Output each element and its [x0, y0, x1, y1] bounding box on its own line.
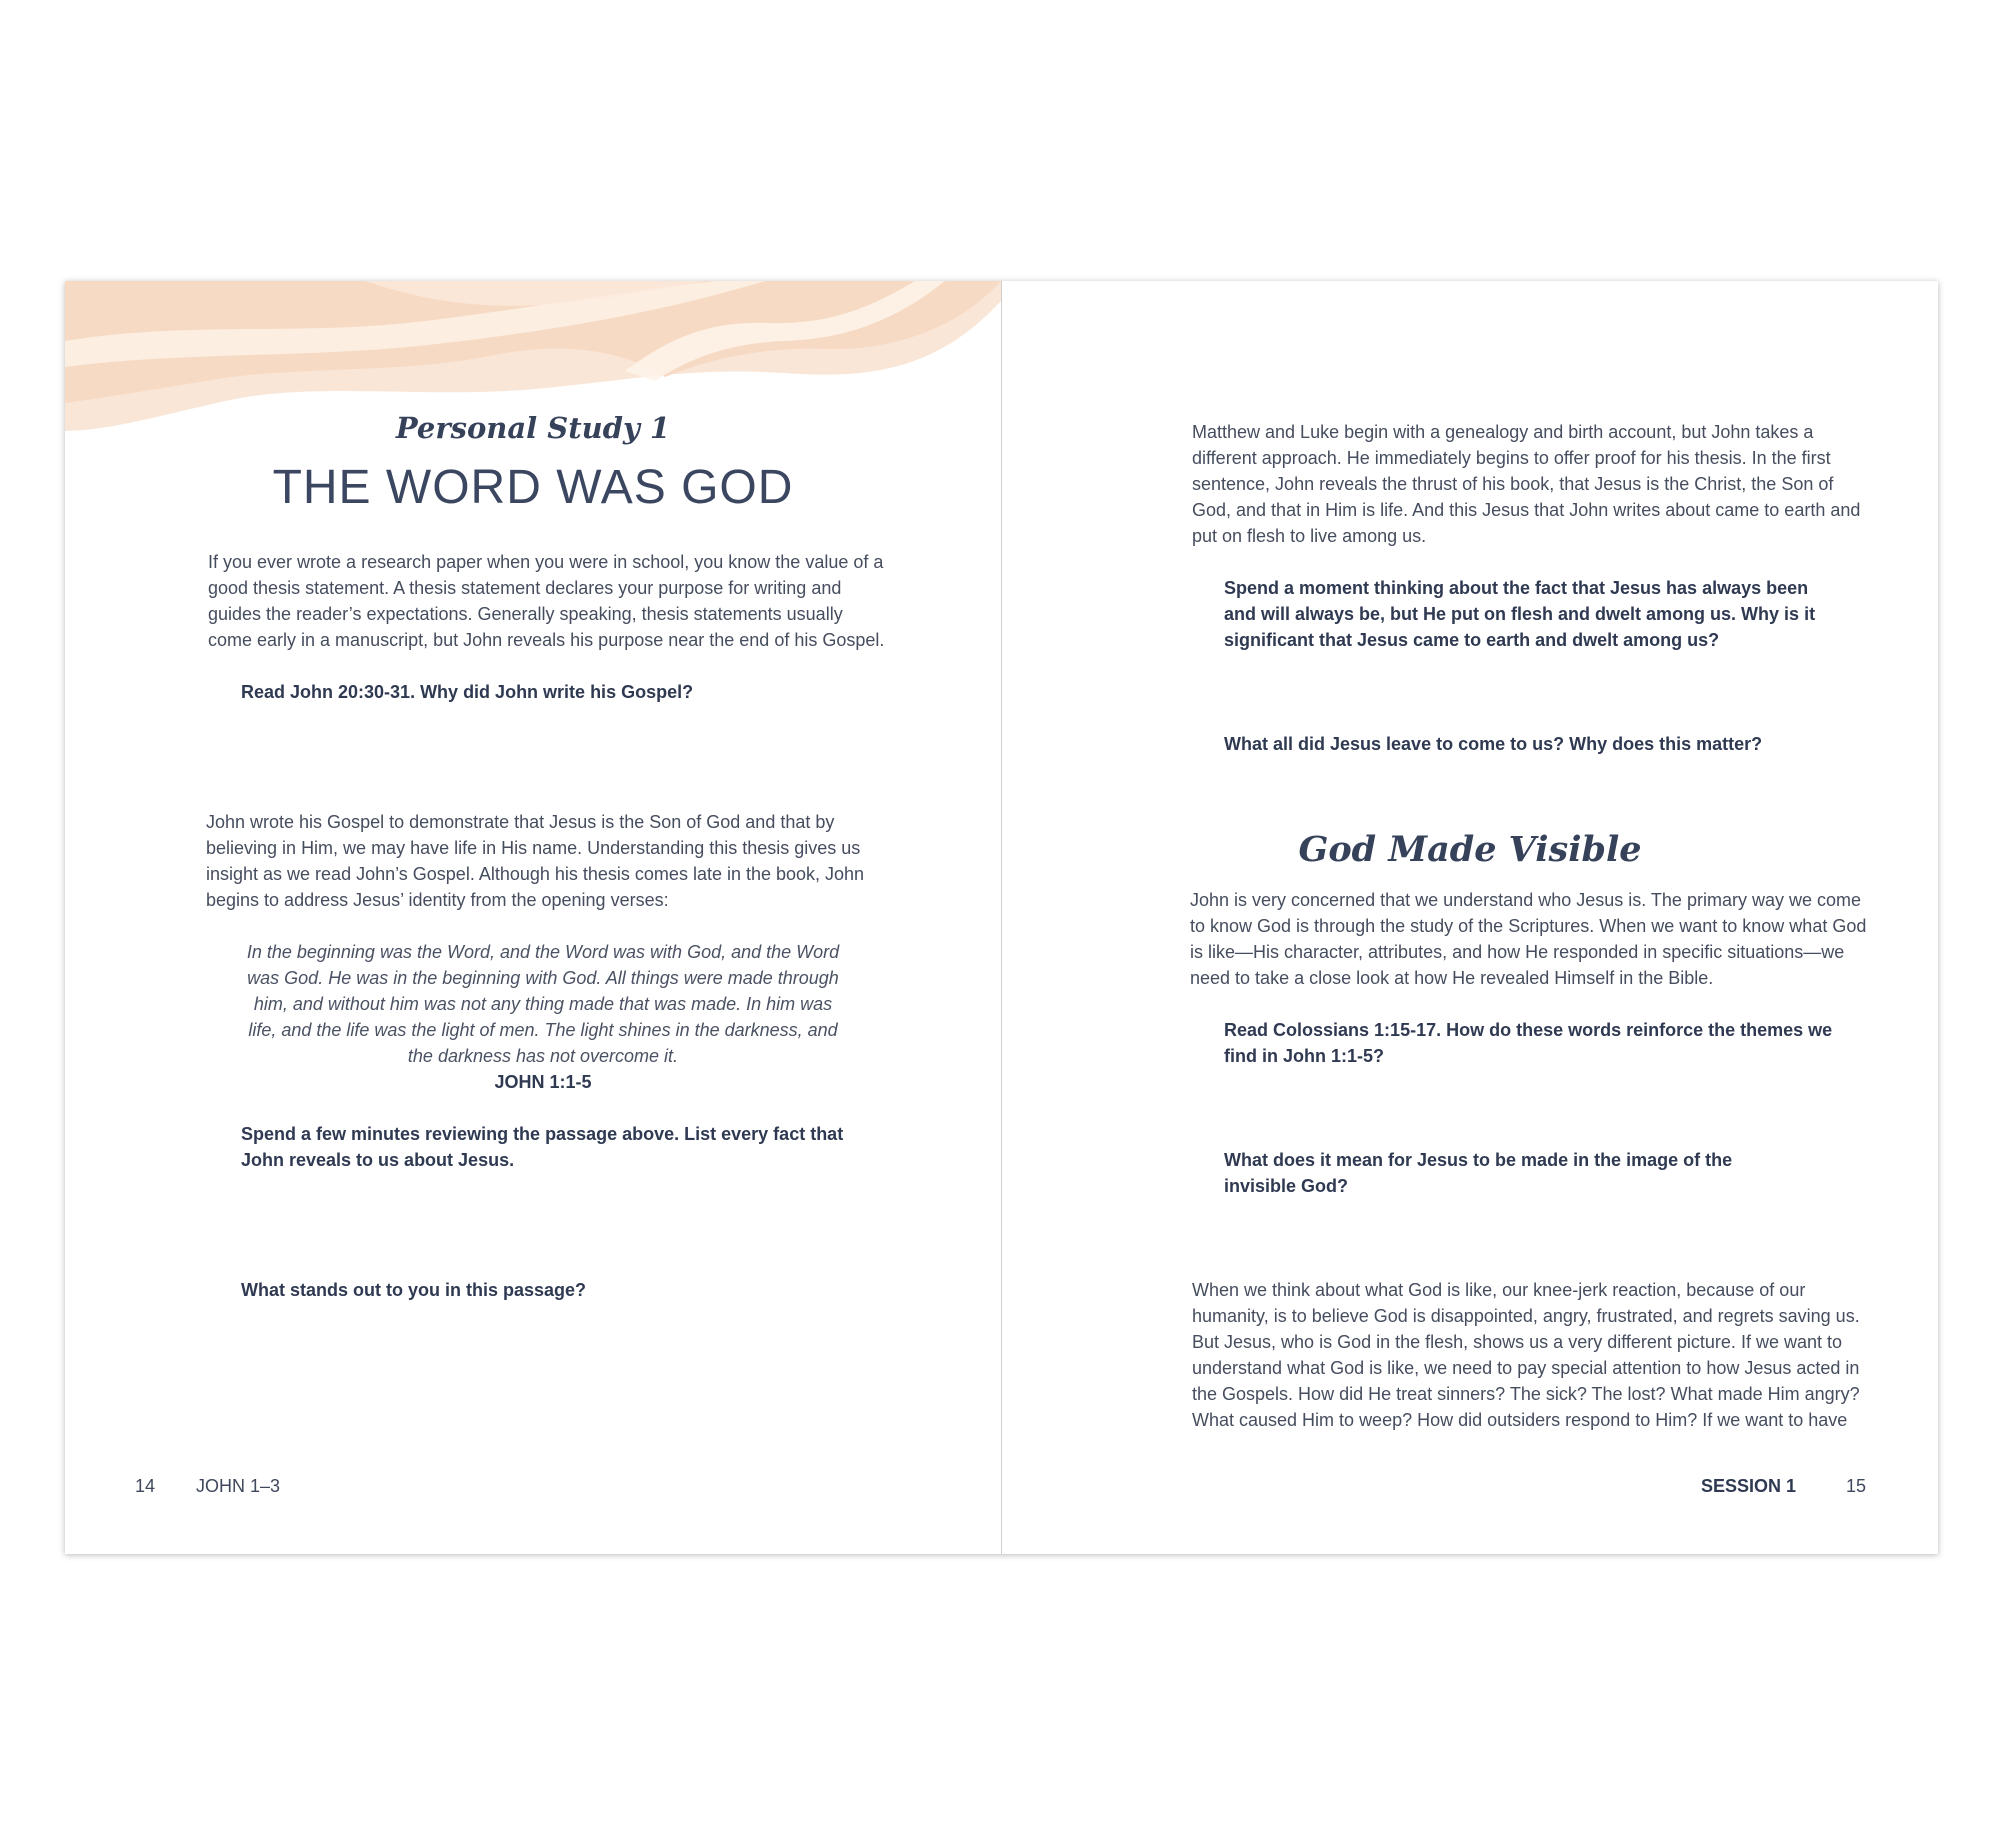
- right-page: [1002, 281, 1938, 1554]
- body-paragraph-what-god-is-like: When we think about what God is like, our knee-jerk reaction, because of our humanity, is to believe God is disappointed, angry, frustrated, and regrets saving us. But Jesus, who is God in the flesh, shows us a very different picture. If we want to understand what God is like, we need to pay special attention to how Jesus acted in the Gospels. How did He treat sinners? The sick? The lost? What made Him angry? What caused Him to weep? How did outsiders respond to Him? If we want to have: [1192, 1280, 1860, 1430]
- running-head-right: SESSION 1: [1701, 1476, 1797, 1496]
- running-head-left: JOHN 1–3: [196, 1476, 281, 1496]
- page-number-left: 14: [135, 1476, 156, 1496]
- book-spread: [65, 281, 1938, 1554]
- question-jesus-dwelt: Spend a moment thinking about the fact that Jesus has always been and will always be, but He put on flesh and dwelt among us. Why is it significant that Jesus came to earth and dwelt among us?: [1224, 578, 1816, 650]
- question-read-john: Read John 20:30-31. Why did John write his Gospel?: [241, 682, 694, 702]
- question-review-passage: Spend a few minutes reviewing the passage above. List every fact that John reveals to us about Jesus.: [241, 1124, 844, 1170]
- body-paragraph-thesis: John wrote his Gospel to demonstrate that Jesus is the Son of God and that by believing in Him, we may have life in His name. Understanding this thesis gives us insight as we read John’s Gospel. Although his thesis comes late in the book, John begins to address Jesus’ identity from the opening verses:: [206, 812, 865, 910]
- question-read-colossians: Read Colossians 1:15-17. How do these words reinforce the themes we find in John 1:1-5?: [1224, 1020, 1833, 1066]
- scripture-reference: JOHN 1:1-5: [494, 1072, 592, 1092]
- scripture-quote: In the beginning was the Word, and the Word was with God, and the Word was God. He was in the beginning with God. All things were made through him, and without him was not any thing made that was made. In him was life, and the life was the light of men. The light shines in the darkness, and the darkness has not overcome it.: [246, 942, 840, 1066]
- page-title: THE WORD WAS GOD: [272, 461, 794, 514]
- page-number-right: 15: [1846, 1476, 1867, 1496]
- left-page: [65, 281, 1001, 1554]
- question-what-jesus-left: What all did Jesus leave to come to us? Why does this matter?: [1224, 734, 1763, 754]
- body-paragraph-scriptures: John is very concerned that we understand who Jesus is. The primary way we come to know God is through the study of the Scriptures. When we want to know what God is like—His character, attributes, and how He responded in specific situations—we need to take a close look at how He revealed Himself in the Bible.: [1190, 890, 1867, 988]
- question-stands-out: What stands out to you in this passage?: [241, 1280, 587, 1300]
- section-heading: God Made Visible: [1298, 829, 1642, 870]
- intro-paragraph: If you ever wrote a research paper when you were in school, you know the value of a good thesis statement. A thesis statement declares your purpose for writing and guides the reader’s expectations. Generally speaking, thesis statements usually come early in a manuscript, but John reveals his purpose near the end of his Gospel.: [208, 552, 885, 650]
- body-paragraph-genealogy: Matthew and Luke begin with a genealogy and birth account, but John takes a different approach. He immediately begins to offer proof for his thesis. In the first sentence, John reveals the thrust of his book, that Jesus is the Christ, the Son of God, and that in Him is life. And this Jesus that John writes about came to earth and put on flesh to live among us.: [1192, 422, 1861, 546]
- question-image-invisible-god: What does it mean for Jesus to be made in the image of the invisible God?: [1224, 1150, 1733, 1196]
- study-kicker: Personal Study 1: [395, 411, 671, 445]
